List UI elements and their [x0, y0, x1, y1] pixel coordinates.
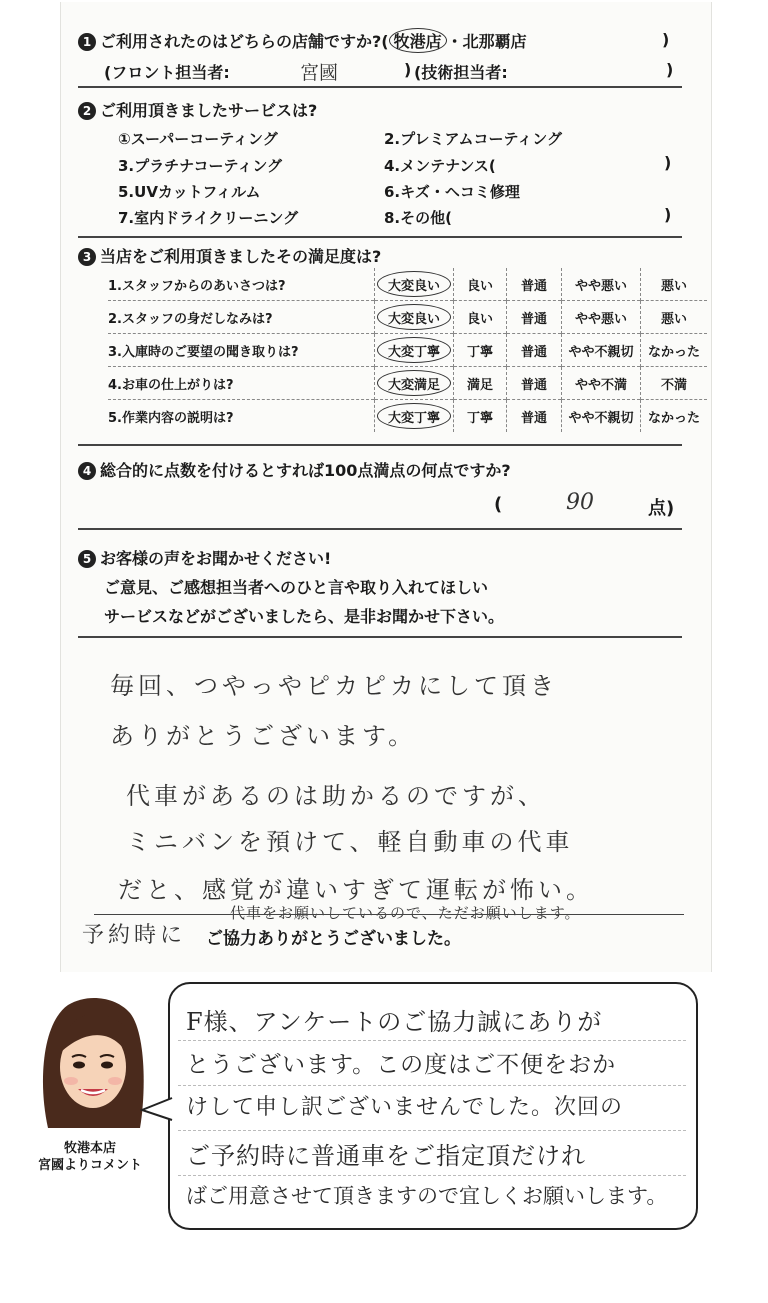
- option-selected: 大変丁寧: [375, 400, 454, 433]
- q1-store-selected: 牧港店: [389, 28, 447, 53]
- option: やや不満: [562, 367, 641, 400]
- q1-close: ): [662, 30, 670, 49]
- option-selected: 大変良い: [375, 301, 454, 334]
- satisfaction-question: 4.お車の仕上がりは?: [108, 377, 234, 393]
- option: 悪い: [641, 301, 708, 334]
- divider: [78, 86, 682, 88]
- q4-line: [78, 458, 511, 481]
- table-row: [108, 301, 707, 334]
- option: 普通: [507, 334, 562, 367]
- staff-label: [20, 1140, 160, 1174]
- reply-guide-line: [178, 1085, 686, 1086]
- option: 良い: [454, 301, 507, 334]
- service-item: 2.プレミアムコーティング: [384, 130, 562, 148]
- reply-line: ご予約時に普通車をご指定頂だけれ: [186, 1142, 586, 1170]
- option: やや不親切: [562, 400, 641, 433]
- reply-line: ばご用意させて頂きますので宜しくお願いします。: [186, 1184, 668, 1208]
- option: 普通: [507, 268, 562, 301]
- reply-guide-line: [178, 1040, 686, 1041]
- satisfaction-question: 5.作業内容の説明は?: [108, 410, 234, 426]
- reply-line: とうございます。この度はご不便をおか: [186, 1052, 617, 1078]
- service-item: 8.その他(: [384, 209, 452, 227]
- option: なかった: [641, 334, 708, 367]
- q1-front-close: ): [404, 60, 412, 79]
- option: 丁寧: [454, 400, 507, 433]
- q4-number-badge: 4: [78, 462, 96, 480]
- option: 普通: [507, 301, 562, 334]
- q1-tech-label: (技術担当者:: [414, 63, 508, 82]
- option-selected: 大変丁寧: [375, 334, 454, 367]
- q4-text: 総合的に点数を付けるとすれば100点満点の何点ですか?: [100, 461, 511, 480]
- table-row: [108, 334, 707, 367]
- q5-number-badge: 5: [78, 550, 96, 568]
- q5-text: お客様の声をお聞かせください!: [100, 549, 332, 568]
- q3-line: [78, 244, 381, 267]
- q3-number-badge: 3: [78, 248, 96, 266]
- divider: [78, 528, 682, 530]
- survey-footer: ご協力ありがとうございました。: [206, 929, 461, 949]
- divider: [78, 236, 682, 238]
- option: やや不親切: [562, 334, 641, 367]
- option: 普通: [507, 400, 562, 433]
- response-line: ありがとうございます。: [110, 722, 417, 750]
- q1-line: [78, 28, 527, 53]
- q4-open-paren: (: [494, 494, 503, 515]
- response-final-line: 予約時に: [82, 923, 187, 948]
- option: 満足: [454, 367, 507, 400]
- bubble-tail: [140, 1096, 176, 1122]
- option: 丁寧: [454, 334, 507, 367]
- response-line: ミニバンを預けて、軽自動車の代車: [126, 828, 574, 856]
- service-close-paren: ): [664, 205, 672, 224]
- option: なかった: [641, 400, 708, 433]
- q2-number-badge: 2: [78, 102, 96, 120]
- service-item: ①スーパーコーティング: [118, 130, 278, 148]
- q5-sub2: サービスなどがございましたら、是非お聞かせ下さい。: [104, 607, 505, 626]
- option: 良い: [454, 268, 507, 301]
- staff-store: 牧港本店: [63, 1141, 116, 1156]
- satisfaction-question: 2.スタッフの身だしなみは?: [108, 311, 273, 327]
- service-item: 3.プラチナコーティング: [118, 157, 283, 175]
- q2-line: [78, 98, 317, 121]
- strike-line: [94, 914, 684, 915]
- reply-line: F様、アンケートのご協力誠にありが: [186, 1008, 603, 1036]
- table-row: [108, 400, 707, 433]
- q1-number-badge: 1: [78, 33, 96, 51]
- service-item: 6.キズ・ヘコミ修理: [384, 183, 520, 201]
- option: やや悪い: [562, 301, 641, 334]
- response-line: 代車があるのは助かるのですが、: [126, 782, 546, 810]
- q1-front-value: 宮國: [300, 62, 339, 84]
- service-item: 7.室内ドライクリーニング: [118, 209, 299, 227]
- service-item: 5.UVカットフィルム: [118, 183, 261, 201]
- table-row: [108, 367, 707, 400]
- divider: [78, 636, 682, 638]
- response-line: 毎回、つやっやピカピカにして頂き: [110, 672, 558, 700]
- option: やや悪い: [562, 268, 641, 301]
- divider: [78, 444, 682, 446]
- table-row: [108, 268, 707, 301]
- q3-text: 当店をご利用頂きましたその満足度は?: [100, 247, 382, 266]
- satisfaction-question: 3.入庫時のご要望の聞き取りは?: [108, 344, 299, 360]
- option-selected: 大変満足: [375, 367, 454, 400]
- staff-avatar: [38, 993, 148, 1133]
- response-line: だと、感覚が違いすぎて運転が怖い。: [118, 876, 594, 904]
- q4-unit: 点): [648, 498, 675, 519]
- option: 悪い: [641, 268, 708, 301]
- service-close-paren: ): [664, 153, 672, 172]
- reply-guide-line: [178, 1175, 686, 1176]
- option: 不満: [641, 367, 708, 400]
- q1-store-other: 北那覇店: [462, 32, 527, 51]
- q1-tech-close: ): [666, 60, 674, 79]
- response-overwritten: 代車をお願いしているので、ただお願いします。: [230, 904, 581, 922]
- satisfaction-table: [108, 268, 707, 432]
- q5-sub1: ご意見、ご感想担当者へのひと言や取り入れてほしい: [104, 578, 489, 597]
- q1-text: ご利用されたのはどちらの店舗ですか?(: [100, 32, 389, 51]
- staff-comment-label: 宮國よりコメント: [37, 1158, 142, 1173]
- option-selected: 大変良い: [375, 268, 454, 301]
- q5-line: [78, 546, 331, 569]
- reply-line: けして申し訳ございませんでした。次回の: [186, 1095, 624, 1120]
- option: 普通: [507, 367, 562, 400]
- reply-guide-line: [178, 1130, 686, 1131]
- service-item: 4.メンテナンス(: [384, 157, 496, 175]
- q4-score: 90: [566, 490, 594, 515]
- q1-store-separator: ・: [446, 32, 463, 51]
- q1-front-label: (フロント担当者:: [104, 63, 230, 82]
- satisfaction-question: 1.スタッフからのあいさつは?: [108, 278, 286, 294]
- q2-text: ご利用頂きましたサービスは?: [100, 101, 318, 120]
